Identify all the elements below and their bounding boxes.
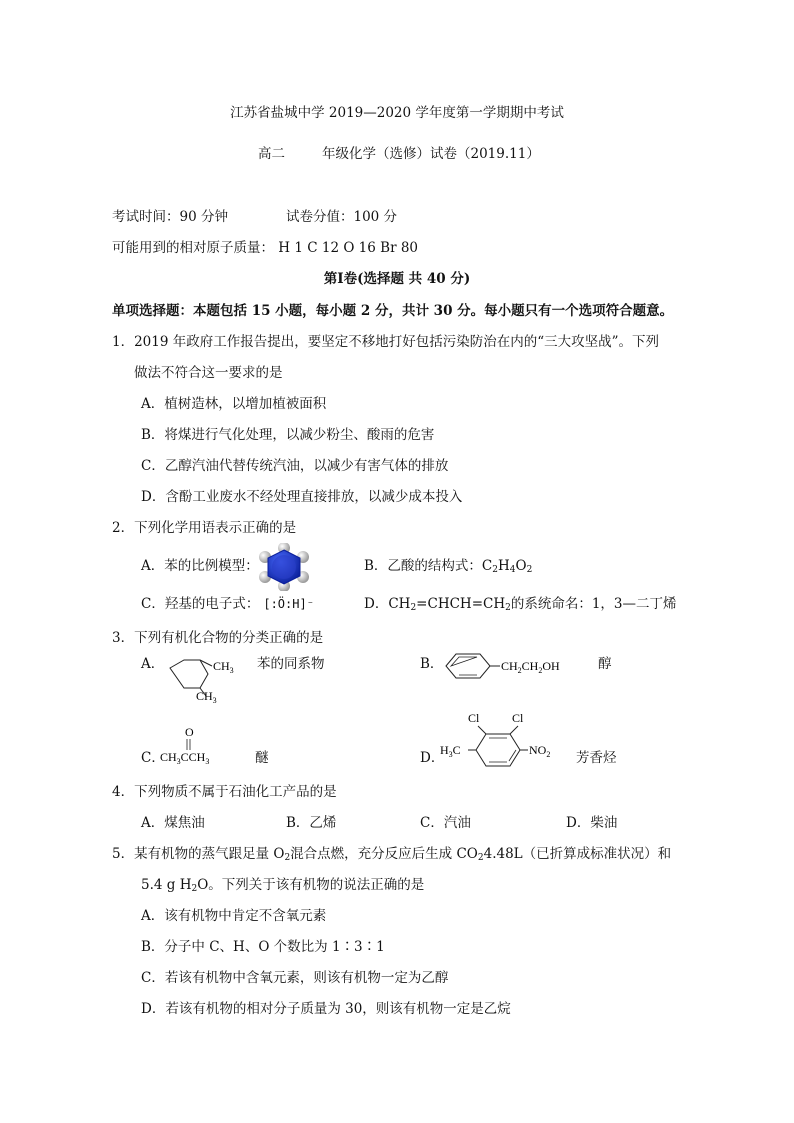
dimethylcyclohexane-structure-icon <box>158 648 248 704</box>
exam-title: 江苏省盐城中学 2019—2020 学年度第一学期期中考试 <box>230 105 564 121</box>
q4-option-b: B．乙烯 <box>286 815 337 831</box>
svg-text:H3C: $H_3C$ <box>440 743 461 759</box>
q2-option-b-formula-h: H <box>498 558 510 574</box>
q3-d-cl-left: Cl <box>468 711 480 725</box>
q3-d-cl-right: Cl <box>512 711 524 725</box>
q4-option-a: A．煤焦油 <box>141 815 205 831</box>
q5-option-c: C．若该有机物中含氧元素，则该有机物一定为乙醇 <box>141 970 449 986</box>
q3-b-oh: OH <box>542 659 560 673</box>
benzene-space-filling-model-icon <box>258 543 310 591</box>
svg-text:CH3 <box>196 689 217 704</box>
q3-option-c-label: C． <box>141 750 165 766</box>
q5-stem-part-a: 5．某有机物的蒸气跟足量 O <box>112 846 285 862</box>
q1-stem-line1: 1．2019 年政府工作报告提出，要坚定不移地打好包括污染防治在内的“三大攻坚战”。下列 <box>112 334 660 350</box>
q1-option-b: B．将煤进行气化处理，以减少粉尘、酸雨的危害 <box>141 427 435 443</box>
q5-stem2-part-a: 5.4 g H <box>141 877 192 893</box>
q3-c-cch3: CCH <box>180 750 206 764</box>
q5-stem-part-b: 混合点燃，充分反应后生成 CO <box>290 846 478 862</box>
q3-c-ch3-first: CH <box>160 750 177 764</box>
q5-option-d: D．若该有机物的相对分子质量为 30，则该有机物一定是乙烷 <box>141 1001 511 1017</box>
svg-text:NO2 <box>529 743 550 759</box>
q1-option-d: D．含酚工业废水不经处理直接排放，以减少成本投入 <box>141 489 463 505</box>
q3-option-d-label: D． <box>420 750 445 766</box>
q2-option-b-sub3: 2 <box>526 565 533 575</box>
hydroxyl-electron-formula: [:Ö:H]⁻ <box>263 597 314 611</box>
q3-b-ch2-first: CH <box>501 659 518 673</box>
phenylethanol-structure-icon <box>438 648 588 684</box>
q5-stem2-sub: 2 <box>191 884 198 894</box>
q2-option-b-formula-o: O <box>515 558 527 574</box>
q3-option-b-class: 醇 <box>598 656 612 672</box>
section-title: 第Ⅰ卷(选择题 共 40 分) <box>323 271 471 287</box>
atomic-masses: 可能用到的相对原子质量： H 1 C 12 O 16 Br 80 <box>112 240 418 256</box>
q3-d-h3c-c: C <box>452 743 461 757</box>
q2-option-b-sub1: 2 <box>492 565 498 575</box>
q4-option-d: D．柴油 <box>566 815 618 831</box>
svg-text:CH2CH2OH <box>501 659 560 675</box>
q2-option-b-sub2: 4 <box>509 565 516 575</box>
q2-option-a: A．苯的比例模型： <box>141 558 259 574</box>
q5-stem2-part-b: O。下列关于该有机物的说法正确的是 <box>197 877 425 893</box>
q2-option-d-sub1: 2 <box>410 603 417 613</box>
q3-a-ch3-bottom: CH <box>196 689 213 703</box>
q5-stem-line1 <box>112 845 671 863</box>
q3-option-a-label: A． <box>141 656 165 672</box>
q5-stem-part-c: 4.48L（已折算成标准状况）和 <box>483 846 672 862</box>
q3-a-ch3-top: CH <box>213 659 230 673</box>
exam-subtitle: 年级化学（选修）试卷（2019.11） <box>322 146 540 162</box>
q5-stem-line2 <box>141 876 424 894</box>
q3-c-sub2: 3 <box>205 757 210 766</box>
q2-option-d <box>364 595 677 613</box>
q3-option-a-class: 苯的同系物 <box>257 656 325 672</box>
section-instruction: 单项选择题：本题包括 15 小题，每小题 2 分，共计 30 分。每小题只有一个选项符合题意。 <box>112 303 674 319</box>
q2-option-b-formula-c: C <box>481 558 493 574</box>
q1-option-a: A．植树造林，以增加植被面积 <box>141 396 327 412</box>
q2-option-b-prefix: B．乙酸的结构式： <box>364 558 482 574</box>
q5-option-a: A．该有机物中肯定不含氧元素 <box>141 908 327 924</box>
acetone-structure-icon <box>158 722 228 772</box>
q3-d-h3c-h: H <box>440 743 449 757</box>
exam-time: 考试时间：90 分钟 <box>112 209 228 225</box>
q3-b-sub2: 2 <box>538 666 543 675</box>
q5-stem-sub-o2: 2 <box>284 853 291 863</box>
q3-option-d-class: 芳香烃 <box>576 750 617 766</box>
q4-option-c: C．汽油 <box>420 815 471 831</box>
q3-b-ch2-second: CH <box>521 659 539 673</box>
q5-option-b: B．分子中 C、H、O 个数比为 1∶3∶1 <box>141 939 385 955</box>
q3-d-no2: NO <box>529 743 547 757</box>
q3-b-sub1: 2 <box>517 666 522 675</box>
svg-text:CH3 <box>213 659 234 675</box>
exam-score: 试卷分值：100 分 <box>286 209 398 225</box>
q3-a-ch3-top-sub: 3 <box>229 666 234 675</box>
q3-option-c-class: 醚 <box>255 750 269 766</box>
q3-d-no2-sub: 2 <box>546 750 551 759</box>
q2-option-b <box>364 557 532 575</box>
q2-option-d-suffix: 的系统命名：1，3—二丁烯 <box>510 596 677 612</box>
q2-option-c <box>141 595 314 613</box>
q1-option-c: C．乙醇汽油代替传统汽油，以减少有害气体的排放 <box>141 458 449 474</box>
q3-c-sub1: 3 <box>176 757 181 766</box>
q2-option-d-prefix: D．CH <box>364 596 411 612</box>
q2-option-d-mid: =CHCH=CH <box>416 596 506 612</box>
q5-stem-sub-co2: 2 <box>477 853 484 863</box>
svg-text:CH3CCH3 <box>160 750 209 766</box>
q4-stem: 4．下列物质不属于石油化工产品的是 <box>112 784 337 800</box>
q3-option-b-label: B． <box>420 656 444 672</box>
dichloro-nitrotoluene-structure-icon <box>438 706 568 774</box>
q1-stem-line2: 做法不符合这一要求的是 <box>134 365 283 381</box>
q2-option-d-sub2: 2 <box>505 603 511 613</box>
q2-option-c-label: C．羟基的电子式： <box>141 596 260 612</box>
q3-c-oxygen: O <box>185 725 194 739</box>
exam-subtitle-grade: 高二 <box>258 146 285 162</box>
q3-stem: 3．下列有机化合物的分类正确的是 <box>112 630 324 646</box>
q3-a-ch3-bottom-sub: 3 <box>212 696 217 704</box>
q2-stem: 2．下列化学用语表示正确的是 <box>112 520 297 536</box>
